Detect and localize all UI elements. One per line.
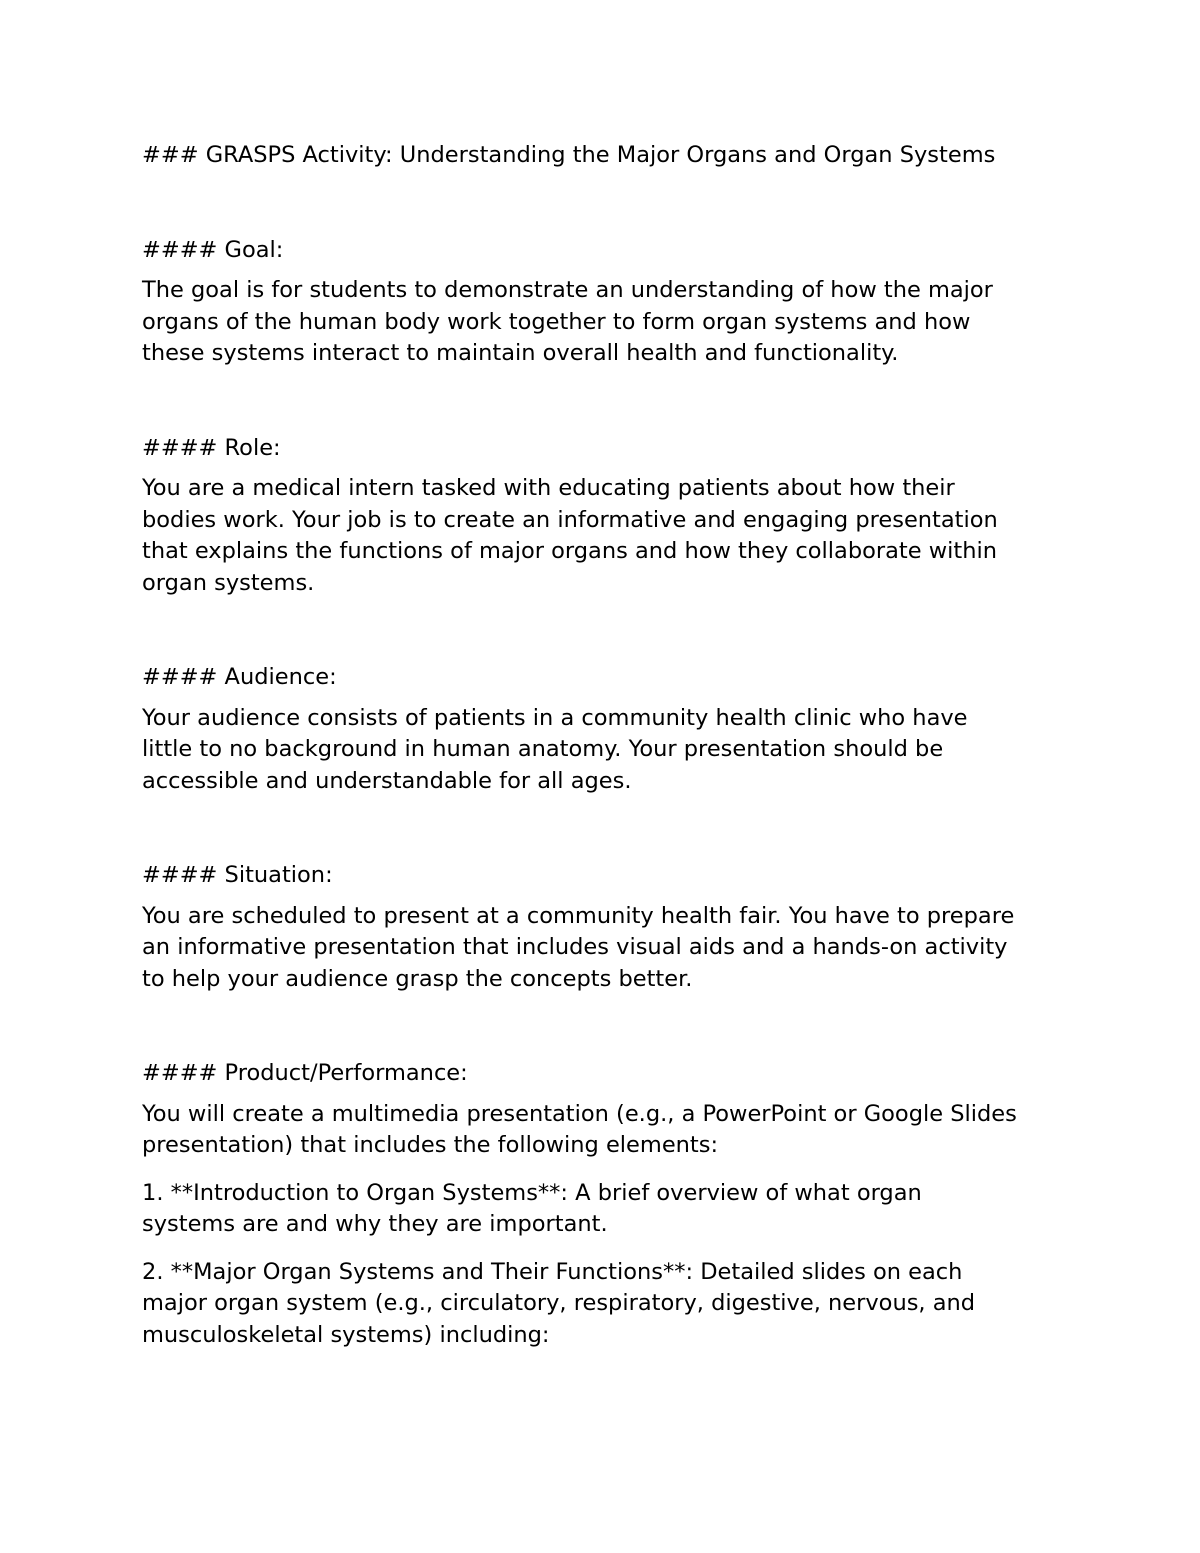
product-heading: #### Product/Performance: xyxy=(142,1060,468,1086)
text-line: presentation) that includes the following elements: xyxy=(142,1132,719,1158)
situation-section xyxy=(142,860,1060,995)
list-item xyxy=(142,1178,1060,1241)
text-line: systems are and why they are important. xyxy=(142,1211,608,1237)
text-line: these systems interact to maintain overall health and functionality. xyxy=(142,340,899,366)
goal-section xyxy=(142,235,1060,370)
audience-paragraph xyxy=(142,703,1060,798)
text-line: organs of the human body work together to form organ systems and how xyxy=(142,308,971,335)
situation-paragraph xyxy=(142,901,1060,996)
list-item xyxy=(142,1257,1060,1352)
text-line: major organ system (e.g., circulatory, respiratory, digestive, nervous, and xyxy=(142,1290,976,1316)
text-line: 2. **Major Organ Systems and Their Functions**: Detailed slides on each xyxy=(142,1258,963,1285)
text-line: 1. **Introduction to Organ Systems**: A brief overview of what organ xyxy=(142,1179,922,1206)
role-heading: #### Role: xyxy=(142,434,281,461)
text-line: The goal is for students to demonstrate an understanding of how the major xyxy=(142,277,993,303)
text-line: accessible and understandable for all ages. xyxy=(142,767,632,794)
text-line: Your audience consists of patients in a community health clinic who have xyxy=(142,704,968,731)
role-paragraph xyxy=(142,473,1060,599)
text-line: bodies work. Your job is to create an informative and engaging presentation xyxy=(142,506,998,533)
role-section xyxy=(142,433,1060,600)
text-line: organ systems. xyxy=(142,569,315,596)
audience-section xyxy=(142,662,1060,797)
text-line: You are scheduled to present at a community health fair. You have to prepare xyxy=(142,902,1015,929)
product-section xyxy=(142,1058,1060,1351)
document-title: ### GRASPS Activity: Understanding the Major Organs and Organ Systems xyxy=(142,142,996,168)
text-line: to help your audience grasp the concepts better. xyxy=(142,965,693,992)
text-line: musculoskeletal systems) including: xyxy=(142,1321,550,1348)
audience-heading: #### Audience: xyxy=(142,664,337,690)
text-line: that explains the functions of major organs and how they collaborate within xyxy=(142,538,997,564)
text-line: an informative presentation that includes visual aids and a hands-on activity xyxy=(142,934,1008,960)
situation-heading: #### Situation: xyxy=(142,862,333,888)
goal-paragraph xyxy=(142,275,1060,370)
text-line: You will create a multimedia presentation (e.g., a PowerPoint or Google Slides xyxy=(142,1100,1017,1127)
text-line: You are a medical intern tasked with educating patients about how their xyxy=(142,475,955,501)
text-line: little to no background in human anatomy. Your presentation should be xyxy=(142,736,944,762)
product-intro-paragraph xyxy=(142,1099,1060,1162)
goal-heading: #### Goal: xyxy=(142,236,284,263)
